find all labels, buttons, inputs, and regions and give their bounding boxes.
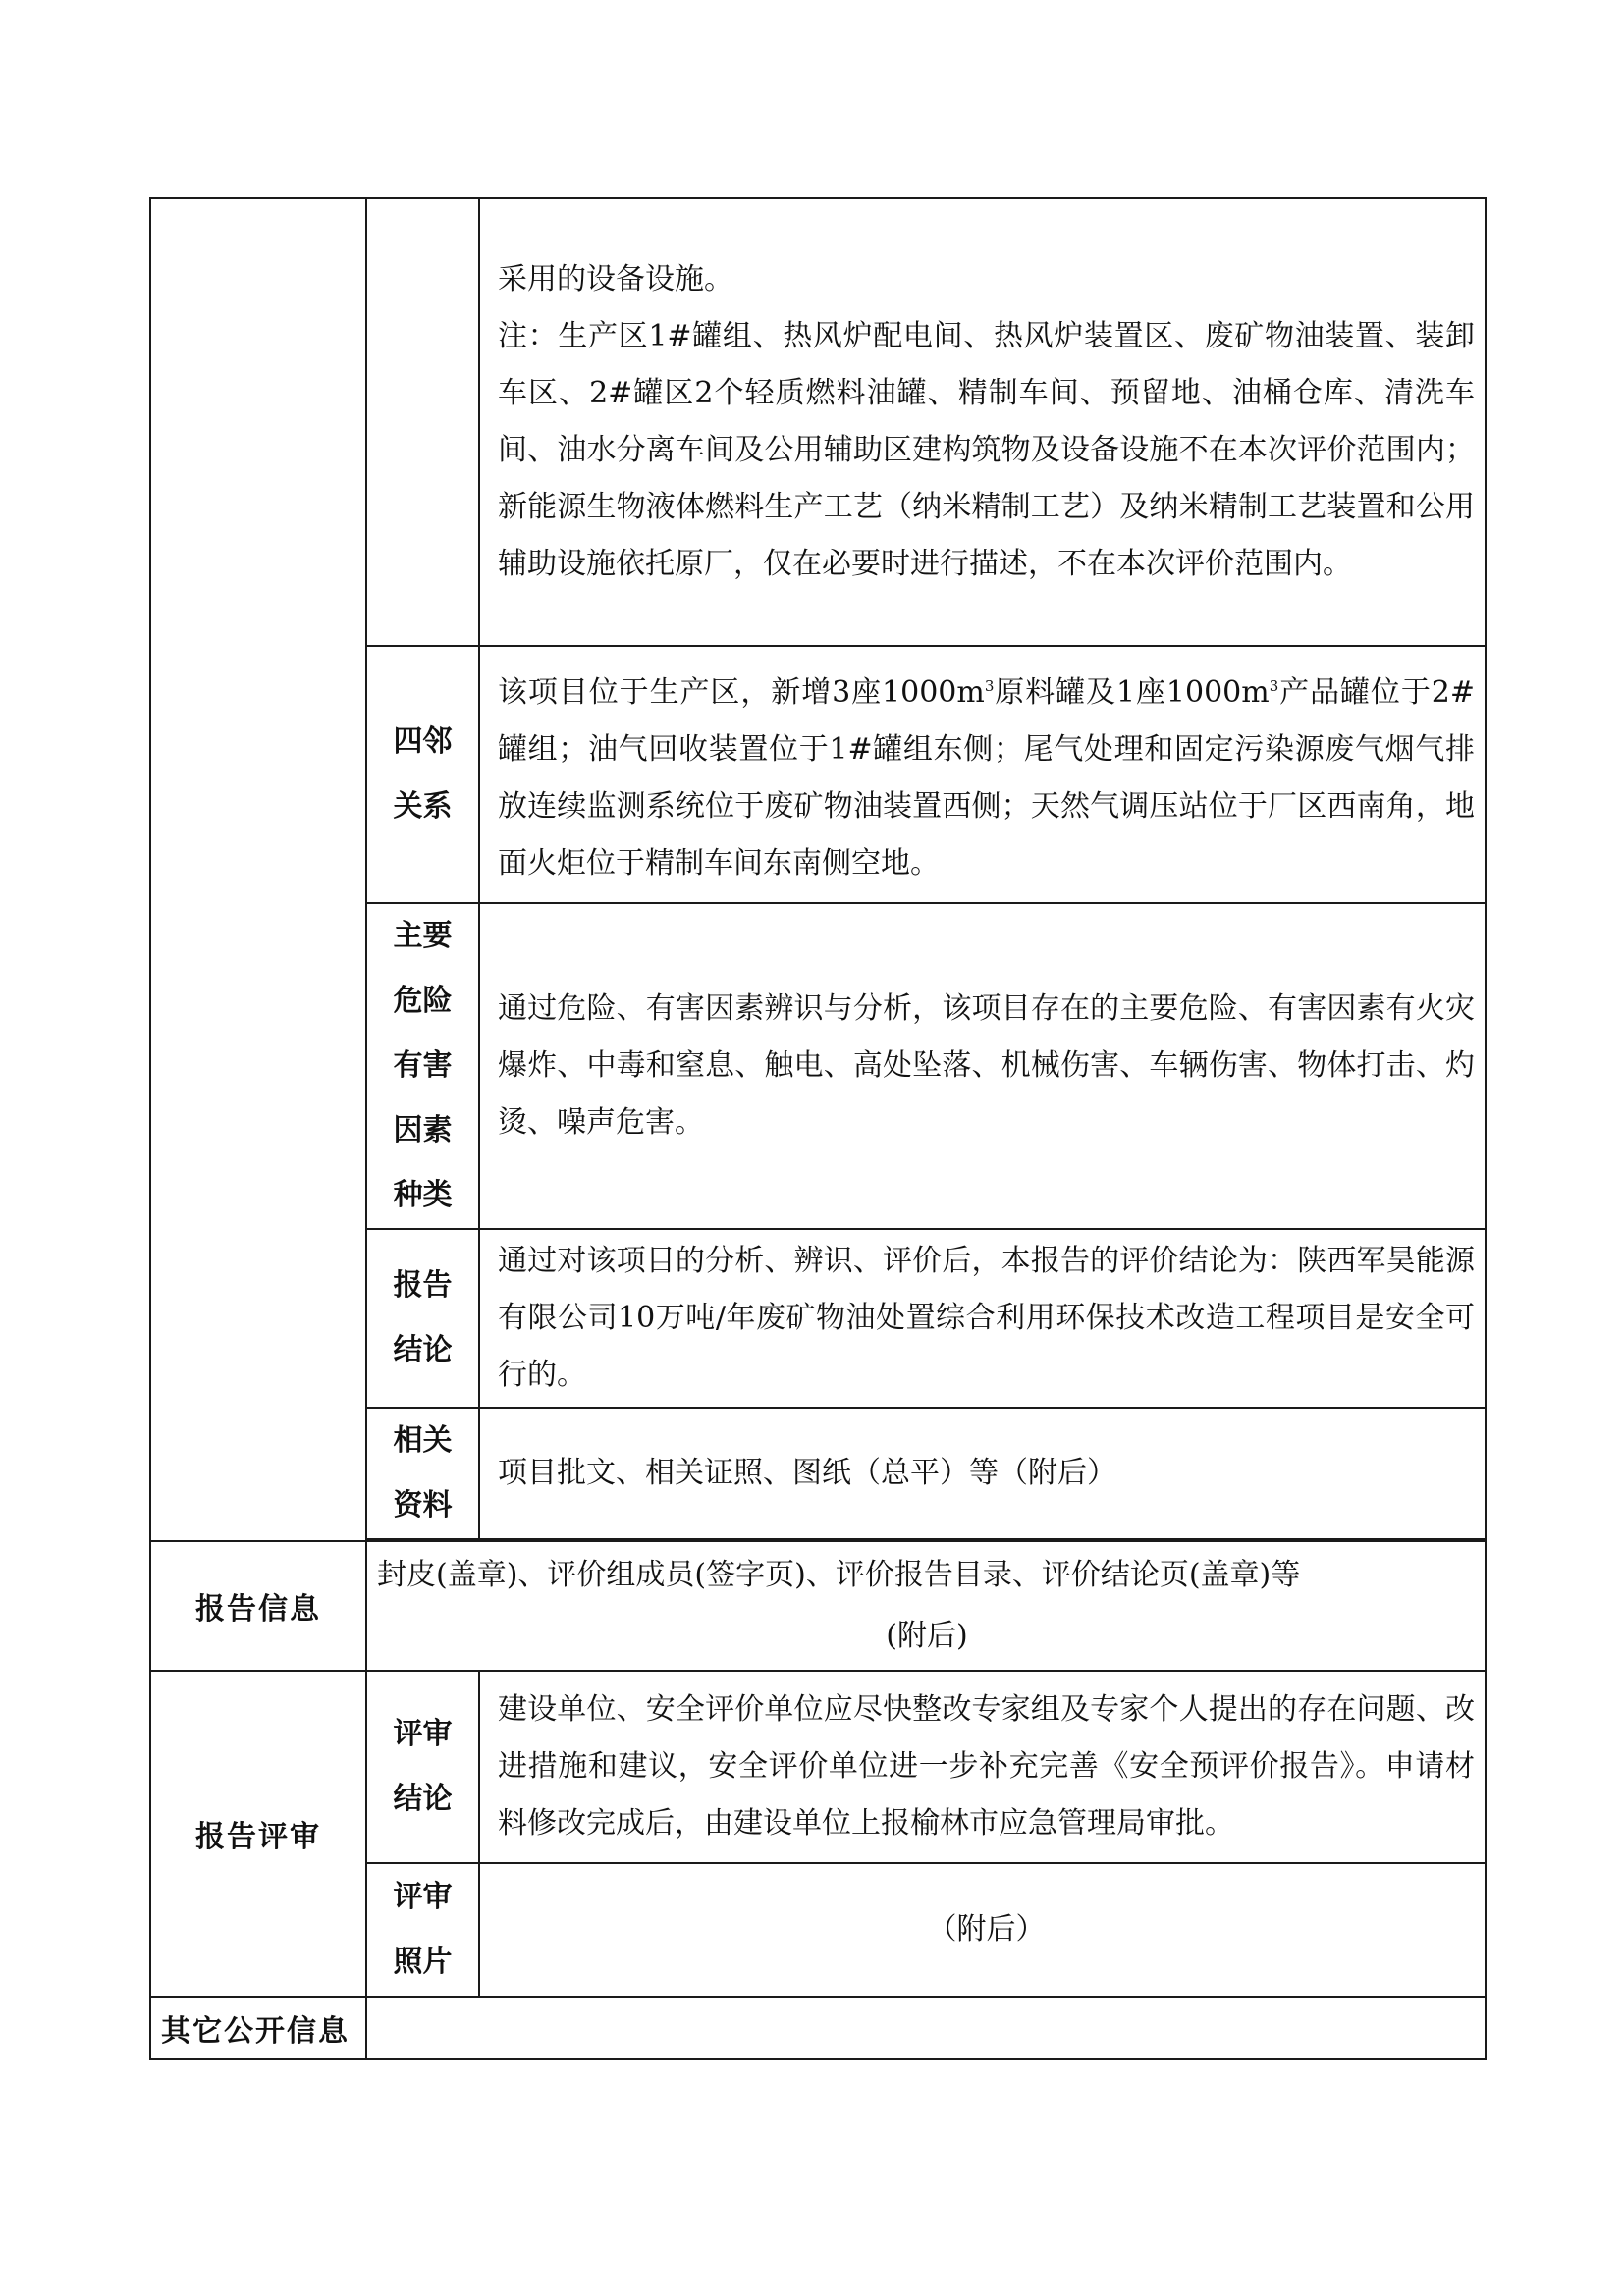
conclusion-label: 报告 结论 xyxy=(366,1229,479,1408)
conclusion-content: 通过对该项目的分析、辨识、评价后，本报告的评价结论为：陕西军昊能源有限公司10万吨/年废矿物油处置综合利用环保技术改造工程项目是安全可行的。 xyxy=(479,1229,1486,1408)
review-photo-content: （附后） xyxy=(479,1863,1486,1997)
report-info-label: 报告信息 xyxy=(150,1541,366,1671)
materials-label: 相关 资料 xyxy=(366,1408,479,1539)
scope-note: 注：生产区1#罐组、热风炉配电间、热风炉装置区、废矿物油装置、装卸车区、2#罐区2个轻质燃料油罐、精制车间、预留地、油桶仓库、清洗车间、油水分离车间及公用辅助区建构筑物及设备设施不在本次评价范围内；新能源生物液体燃料生产工艺（纳米精制工艺）及纳米精制工艺装置和公用辅助设施依托原厂，仅在必要时进行描述，不在本次评价范围内。 xyxy=(498,319,1475,581)
neighbors-content: 该项目位于生产区，新增3座$1000m^3$原料罐及1座$1000m^3$产品罐位于2#罐组；油气回收装置位于1#罐组东侧；尾气处理和固定污染源废气烟气排放连续监测系统位于废矿物油装置西侧；天然气调压站位于厂区西南角，地面火炬位于精制车间东南侧空地。 xyxy=(479,646,1486,903)
other-info-row xyxy=(150,1997,1486,2059)
scope-row xyxy=(150,198,1486,646)
hazards-content: 通过危险、有害因素辨识与分析，该项目存在的主要危险、有害因素有火灾爆炸、中毒和窒息、触电、高处坠落、机械伤害、车辆伤害、物体打击、灼烫、噪声危害。 xyxy=(479,903,1486,1229)
scope-line: 采用的设备设施。 xyxy=(498,262,733,296)
other-info-content xyxy=(366,1997,1486,2059)
report-info-content xyxy=(366,1541,1486,1671)
project-info-label-cell xyxy=(150,198,366,1541)
hazards-label: 主要 危险 有害 因素 种类 xyxy=(366,903,479,1229)
report-info-line2: (附后) xyxy=(886,1619,968,1653)
review-photo-label: 评审 照片 xyxy=(366,1863,479,1997)
disclosure-table xyxy=(149,197,1487,2060)
review-label: 报告评审 xyxy=(150,1671,366,1997)
review-conclusion-row xyxy=(150,1671,1486,1863)
neighbors-label: 四邻 关系 xyxy=(366,646,479,903)
other-info-label: 其它公开信息 xyxy=(150,1997,366,2059)
report-info-row xyxy=(150,1541,1486,1671)
review-conclusion-label: 评审 结论 xyxy=(366,1671,479,1863)
scope-label-cell xyxy=(366,198,479,646)
materials-content: 项目批文、相关证照、图纸（总平）等（附后） xyxy=(479,1408,1486,1539)
scope-content xyxy=(479,198,1486,646)
review-conclusion-content: 建设单位、安全评价单位应尽快整改专家组及专家个人提出的存在问题、改进措施和建议，安全评价单位进一步补充完善《安全预评价报告》。申请材料修改完成后，由建设单位上报榆林市应急管理局审批。 xyxy=(479,1671,1486,1863)
report-info-line1: 封皮(盖章)、评价组成员(签字页)、评价报告目录、评价结论页(盖章)等 xyxy=(377,1558,1301,1592)
